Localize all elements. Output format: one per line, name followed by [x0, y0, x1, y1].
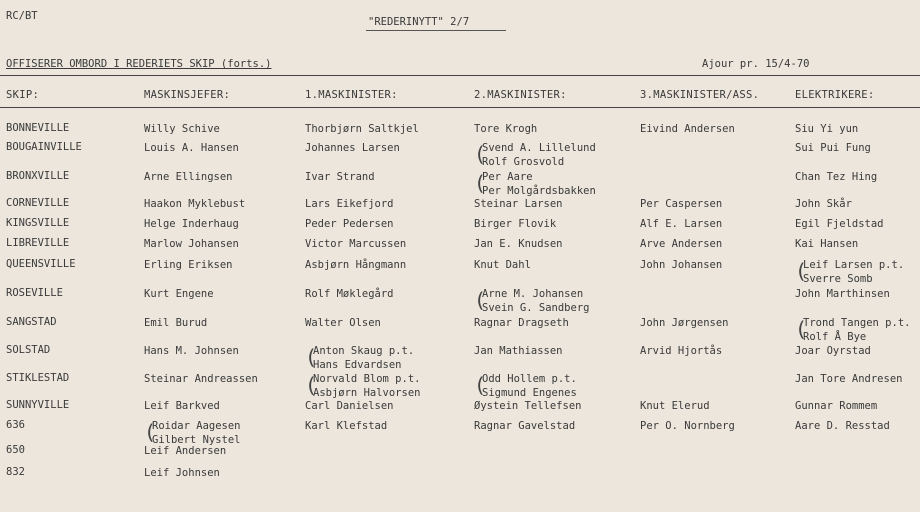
second-engineer-cell [474, 399, 581, 413]
electrician: Rolf Å Bye [803, 331, 867, 343]
first-engineer-cell [305, 258, 406, 272]
ship-name: CORNEVILLE [6, 197, 70, 209]
third-engineer-cell [640, 237, 722, 251]
bracket-mark: ( [474, 171, 487, 195]
second-engineer-cell [474, 217, 556, 231]
first-engineer: Hans Edvardsen [313, 359, 402, 371]
second-engineer: Jan Mathiassen [474, 345, 563, 357]
third-engineer-cell [640, 122, 735, 136]
first-engineer-cell [305, 170, 375, 184]
first-engineer: Asbjørn Hångmann [305, 259, 407, 271]
chief-engineer-cell [144, 444, 226, 458]
electrician: John Skår [795, 198, 852, 210]
first-engineer: Norvald Blom p.t. [313, 373, 421, 385]
third-engineer: Eivind Andersen [640, 123, 735, 135]
column-header-first-engineers: 1.MASKINISTER: [305, 89, 398, 101]
chief-engineer: Helge Inderhaug [144, 218, 239, 230]
first-engineer: Victor Marcussen [305, 238, 407, 250]
third-engineer-cell [640, 344, 722, 358]
ship-name: LIBREVILLE [6, 237, 70, 249]
chief-engineer-cell [144, 122, 220, 136]
first-engineer-cell [305, 419, 387, 433]
column-header-electricians: ELEKTRIKERE: [795, 89, 875, 101]
first-engineer-cell [305, 141, 400, 155]
column-header-second-engineers: 2.MASKINISTER: [474, 89, 567, 101]
electrician: Leif Larsen p.t. [803, 259, 905, 271]
column-header-third-engineers: 3.MASKINISTER/ASS. [640, 89, 760, 101]
chief-engineer: Kurt Engene [144, 288, 214, 300]
chief-engineer: Louis A. Hansen [144, 142, 239, 154]
third-engineer: Alf E. Larsen [640, 218, 723, 230]
third-engineer: Knut Elerud [640, 400, 710, 412]
electrician-cell [795, 419, 890, 433]
bracket-mark: ( [474, 373, 487, 397]
electrician-cell [795, 237, 858, 251]
second-engineer-cell [474, 344, 563, 358]
electrician: Chan Tez Hing [795, 171, 878, 183]
chief-engineer-cell [144, 316, 207, 330]
document-subtitle: OFFISERER OMBORD I REDERIETS SKIP (forts.) [6, 58, 272, 70]
third-engineer-cell [640, 419, 735, 433]
first-engineer: Johannes Larsen [305, 142, 400, 154]
ship-name: QUEENSVILLE [6, 258, 76, 270]
second-engineer: Odd Hollem p.t. [482, 373, 577, 385]
ship-name: SOLSTAD [6, 344, 51, 356]
second-engineer-cell [474, 197, 563, 211]
first-engineer-cell [305, 399, 394, 413]
third-engineer: John Johansen [640, 259, 723, 271]
second-engineer-cell [474, 419, 575, 433]
electrician: Egil Fjeldstad [795, 218, 884, 230]
document-date: Ajour pr. 15/4-70 [702, 58, 810, 70]
second-engineer: Steinar Larsen [474, 198, 563, 210]
third-engineer: John Jørgensen [640, 317, 729, 329]
bracket-mark: ( [305, 373, 318, 397]
electrician: Siu Yi yun [795, 123, 859, 135]
ship-name: BRONXVILLE [6, 170, 70, 182]
first-engineer: Rolf Møklegård [305, 288, 394, 300]
second-engineer: Ragnar Dragseth [474, 317, 569, 329]
second-engineer-cell [474, 237, 563, 251]
first-engineer: Walter Olsen [305, 317, 381, 329]
chief-engineer-cell [144, 197, 245, 211]
electrician-cell [795, 141, 871, 155]
second-engineer-cell [474, 316, 569, 330]
chief-engineer: Gilbert Nystel [152, 434, 241, 446]
chief-engineer: Leif Johnsen [144, 467, 220, 479]
title-underline [366, 30, 506, 31]
chief-engineer: Marlow Johansen [144, 238, 239, 250]
bracket-mark: ( [795, 259, 808, 283]
ship-name: 650 [6, 444, 25, 456]
chief-engineer-cell [144, 466, 220, 480]
chief-engineer-cell [144, 237, 239, 251]
first-engineer: Ivar Strand [305, 171, 375, 183]
ship-name: BOUGAINVILLE [6, 141, 82, 153]
header-rule [0, 107, 920, 108]
third-engineer: Arvid Hjortås [640, 345, 723, 357]
third-engineer-cell [640, 217, 722, 231]
second-engineer: Per Aare [482, 171, 533, 183]
bracket-mark: ( [795, 317, 808, 341]
chief-engineer: Emil Burud [144, 317, 208, 329]
second-engineer: Øystein Tellefsen [474, 400, 582, 412]
second-engineer: Jan E. Knudsen [474, 238, 563, 250]
ship-name: 636 [6, 419, 25, 431]
electrician: Jan Tore Andresen [795, 373, 903, 385]
first-engineer: Karl Klefstad [305, 420, 388, 432]
ship-name: 832 [6, 466, 25, 478]
first-engineer: Anton Skaug p.t. [313, 345, 415, 357]
chief-engineer: Steinar Andreassen [144, 373, 258, 385]
ship-name: KINGSVILLE [6, 217, 70, 229]
second-engineer: Rolf Grosvold [482, 156, 565, 168]
first-engineer: Asbjørn Halvorsen [313, 387, 421, 399]
electrician-cell [795, 170, 877, 184]
electrician: Gunnar Rommem [795, 400, 878, 412]
third-engineer-cell [640, 399, 710, 413]
chief-engineer-cell [144, 141, 239, 155]
first-engineer: Lars Eikefjord [305, 198, 394, 210]
electrician-cell [795, 197, 852, 211]
first-engineer-cell [305, 237, 406, 251]
electrician-cell [803, 316, 910, 344]
electrician-cell [795, 217, 884, 231]
third-engineer-cell [640, 316, 729, 330]
bracket-mark: ( [474, 142, 487, 166]
chief-engineer: Willy Schive [144, 123, 220, 135]
electrician: Joar Oyrstad [795, 345, 871, 357]
ship-name: SANGSTAD [6, 316, 57, 328]
chief-engineer-cell [144, 344, 239, 358]
first-engineer-cell [305, 287, 394, 301]
chief-engineer-cell [144, 217, 239, 231]
electrician-cell [803, 258, 904, 286]
second-engineer: Svein G. Sandberg [482, 302, 590, 314]
ship-name: ROSEVILLE [6, 287, 63, 299]
second-engineer: Knut Dahl [474, 259, 531, 271]
document-code: RC/BT [6, 10, 38, 22]
ship-name: STIKLESTAD [6, 372, 70, 384]
column-header-ship: SKIP: [6, 89, 40, 101]
second-engineer-cell [474, 122, 537, 136]
first-engineer: Carl Danielsen [305, 400, 394, 412]
third-engineer-cell [640, 258, 722, 272]
electrician: Sui Pui Fung [795, 142, 871, 154]
ship-name: SUNNYVILLE [6, 399, 70, 411]
first-engineer: Thorbjørn Saltkjel [305, 123, 419, 135]
second-engineer: Arne M. Johansen [482, 288, 584, 300]
chief-engineer: Arne Ellingsen [144, 171, 233, 183]
chief-engineer: Erling Eriksen [144, 259, 233, 271]
electrician-cell [795, 372, 902, 386]
chief-engineer-cell [144, 372, 258, 386]
chief-engineer-cell [144, 258, 233, 272]
bracket-mark: ( [305, 345, 318, 369]
second-engineer-cell [474, 258, 531, 272]
chief-engineer: Hans M. Johnsen [144, 345, 239, 357]
chief-engineer: Roidar Aagesen [152, 420, 241, 432]
top-rule [0, 75, 920, 76]
second-engineer-cell [482, 287, 589, 315]
bracket-mark: ( [144, 420, 157, 444]
ship-name: BONNEVILLE [6, 122, 70, 134]
first-engineer-cell [305, 316, 381, 330]
second-engineer-cell [482, 372, 577, 400]
document-title: "REDERINYTT" 2/7 [368, 16, 470, 28]
chief-engineer-cell [144, 399, 220, 413]
second-engineer-cell [482, 141, 596, 169]
third-engineer: Per Caspersen [640, 198, 723, 210]
second-engineer-cell [482, 170, 596, 198]
third-engineer: Per O. Nornberg [640, 420, 735, 432]
column-header-chief-engineers: MASKINSJEFER: [144, 89, 231, 101]
second-engineer: Birger Flovik [474, 218, 557, 230]
chief-engineer: Haakon Myklebust [144, 198, 246, 210]
electrician: Aare D. Resstad [795, 420, 890, 432]
first-engineer: Peder Pedersen [305, 218, 394, 230]
third-engineer-cell [640, 197, 722, 211]
second-engineer: Svend A. Lillelund [482, 142, 596, 154]
electrician-cell [795, 122, 858, 136]
third-engineer: Arve Andersen [640, 238, 723, 250]
chief-engineer: Leif Andersen [144, 445, 227, 457]
electrician-cell [795, 287, 890, 301]
first-engineer-cell [305, 197, 394, 211]
first-engineer-cell [313, 344, 414, 372]
first-engineer-cell [305, 122, 419, 136]
second-engineer: Ragnar Gavelstad [474, 420, 576, 432]
chief-engineer-cell [144, 287, 214, 301]
electrician: Trond Tangen p.t. [803, 317, 911, 329]
second-engineer: Sigmund Engenes [482, 387, 577, 399]
electrician: Sverre Somb [803, 273, 873, 285]
first-engineer-cell [313, 372, 420, 400]
electrician: John Marthinsen [795, 288, 890, 300]
first-engineer-cell [305, 217, 394, 231]
chief-engineer-cell [152, 419, 241, 447]
electrician-cell [795, 399, 877, 413]
chief-engineer-cell [144, 170, 233, 184]
chief-engineer: Leif Barkved [144, 400, 220, 412]
second-engineer: Tore Krogh [474, 123, 538, 135]
electrician: Kai Hansen [795, 238, 859, 250]
electrician-cell [795, 344, 871, 358]
second-engineer: Per Molgårdsbakken [482, 185, 596, 197]
bracket-mark: ( [474, 288, 487, 312]
